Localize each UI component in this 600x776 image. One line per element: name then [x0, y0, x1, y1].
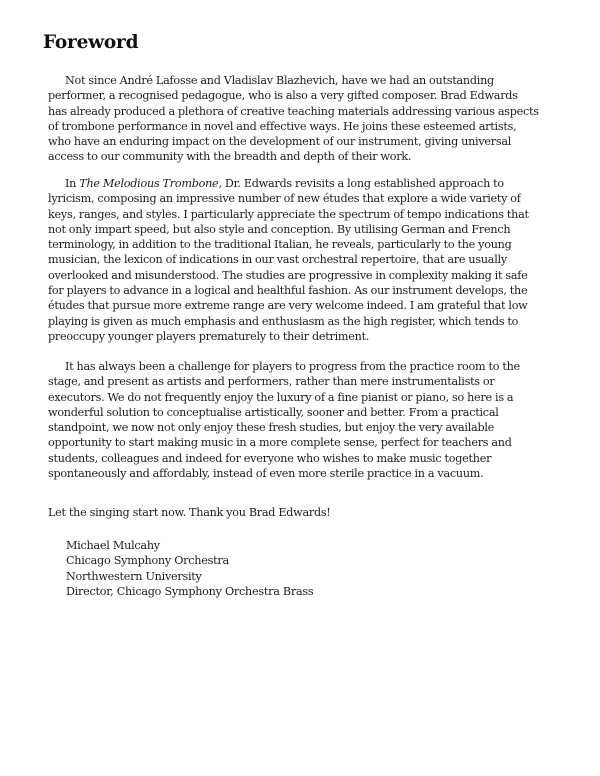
- paragraph-practice-room: [48, 359, 588, 481]
- text-line: of trombone performance in novel and effective ways. He joins these esteemed artists,: [48, 119, 517, 133]
- text-run: In: [65, 177, 80, 190]
- signature-affiliation: Northwestern University: [66, 569, 202, 583]
- text-line: who have an enduring impact on the development of our instrument, giving universal: [48, 135, 512, 149]
- text-line: musician, the lexicon of indications in our vast orchestral repertoire, that are usually: [48, 253, 507, 267]
- text-line: for players to advance in a logical and healthful fashion. As our instrument develops, the: [48, 284, 528, 298]
- text-line: wonderful solution to conceptualise artistically, sooner and better. From a practical: [48, 405, 499, 419]
- text-line: playing is given as much emphasis and enthusiasm as the high register, which tends to: [48, 314, 519, 328]
- text-line: terminology, in addition to the traditional Italian, he reveals, particularly to the young: [48, 238, 512, 252]
- paragraph-melodious-trombone: [48, 176, 588, 344]
- text-line: access to our community with the breadth and depth of their work.: [48, 150, 412, 164]
- signature-affiliation: Director, Chicago Symphony Orchestra Brass: [66, 584, 314, 598]
- text-run: , Dr. Edwards revisits a long established approach to: [218, 177, 504, 190]
- text-line: opportunity to start making music in a more complete sense, perfect for teachers and: [48, 436, 512, 450]
- paragraph-closing: [48, 505, 588, 520]
- text-line: standpoint, we now not only enjoy these fresh studies, but enjoy the very available: [48, 421, 495, 435]
- signature-affiliation: Chicago Symphony Orchestra: [66, 554, 229, 568]
- text-line: Not since André Lafosse and Vladislav Blazhevich, have we had an outstanding: [65, 74, 494, 87]
- text-line: spontaneously and affordably, instead of even more sterile practice in a vacuum.: [48, 467, 484, 481]
- signature-name: Michael Mulcahy: [66, 539, 160, 552]
- text-line: [48, 176, 588, 191]
- text-line: overlooked and misunderstood. The studies are progressive in complexity making it safe: [48, 268, 528, 282]
- text-line: stage, and present as artists and performers, rather than mere instrumentalists or: [48, 375, 495, 389]
- text-line: students, colleagues and indeed for everyone who wishes to make music together: [48, 451, 492, 465]
- text-line: keys, ranges, and styles. I particularly appreciate the spectrum of tempo indications that: [48, 207, 529, 221]
- text-line: performer, a recognised pedagogue, who is also a very gifted composer. Brad Edwards: [48, 89, 518, 103]
- text-line: lyricism, composing an impressive number of new études that explore a wide variety of: [48, 192, 521, 206]
- text-line: executors. We do not frequently enjoy the luxury of a fine pianist or piano, so here is a: [48, 390, 514, 404]
- text-line: études that pursue more extreme range are very welcome indeed. I am grateful that low: [48, 299, 528, 313]
- paragraph-introduction: [48, 73, 588, 165]
- text-line: Let the singing start now. Thank you Brad Edwards!: [48, 506, 331, 519]
- page-title: Foreword: [43, 32, 139, 53]
- text-line: has already produced a plethora of creative teaching materials addressing various aspects: [48, 104, 539, 118]
- text-line: not only impart speed, but also style and conception. By utilising German and French: [48, 222, 511, 236]
- book-title: The Melodious Trombone: [79, 177, 219, 190]
- text-line: preoccupy younger players prematurely to their detriment.: [48, 329, 370, 343]
- signature-block: [66, 538, 313, 599]
- text-line: It has always been a challenge for players to progress from the practice room to the: [65, 360, 520, 373]
